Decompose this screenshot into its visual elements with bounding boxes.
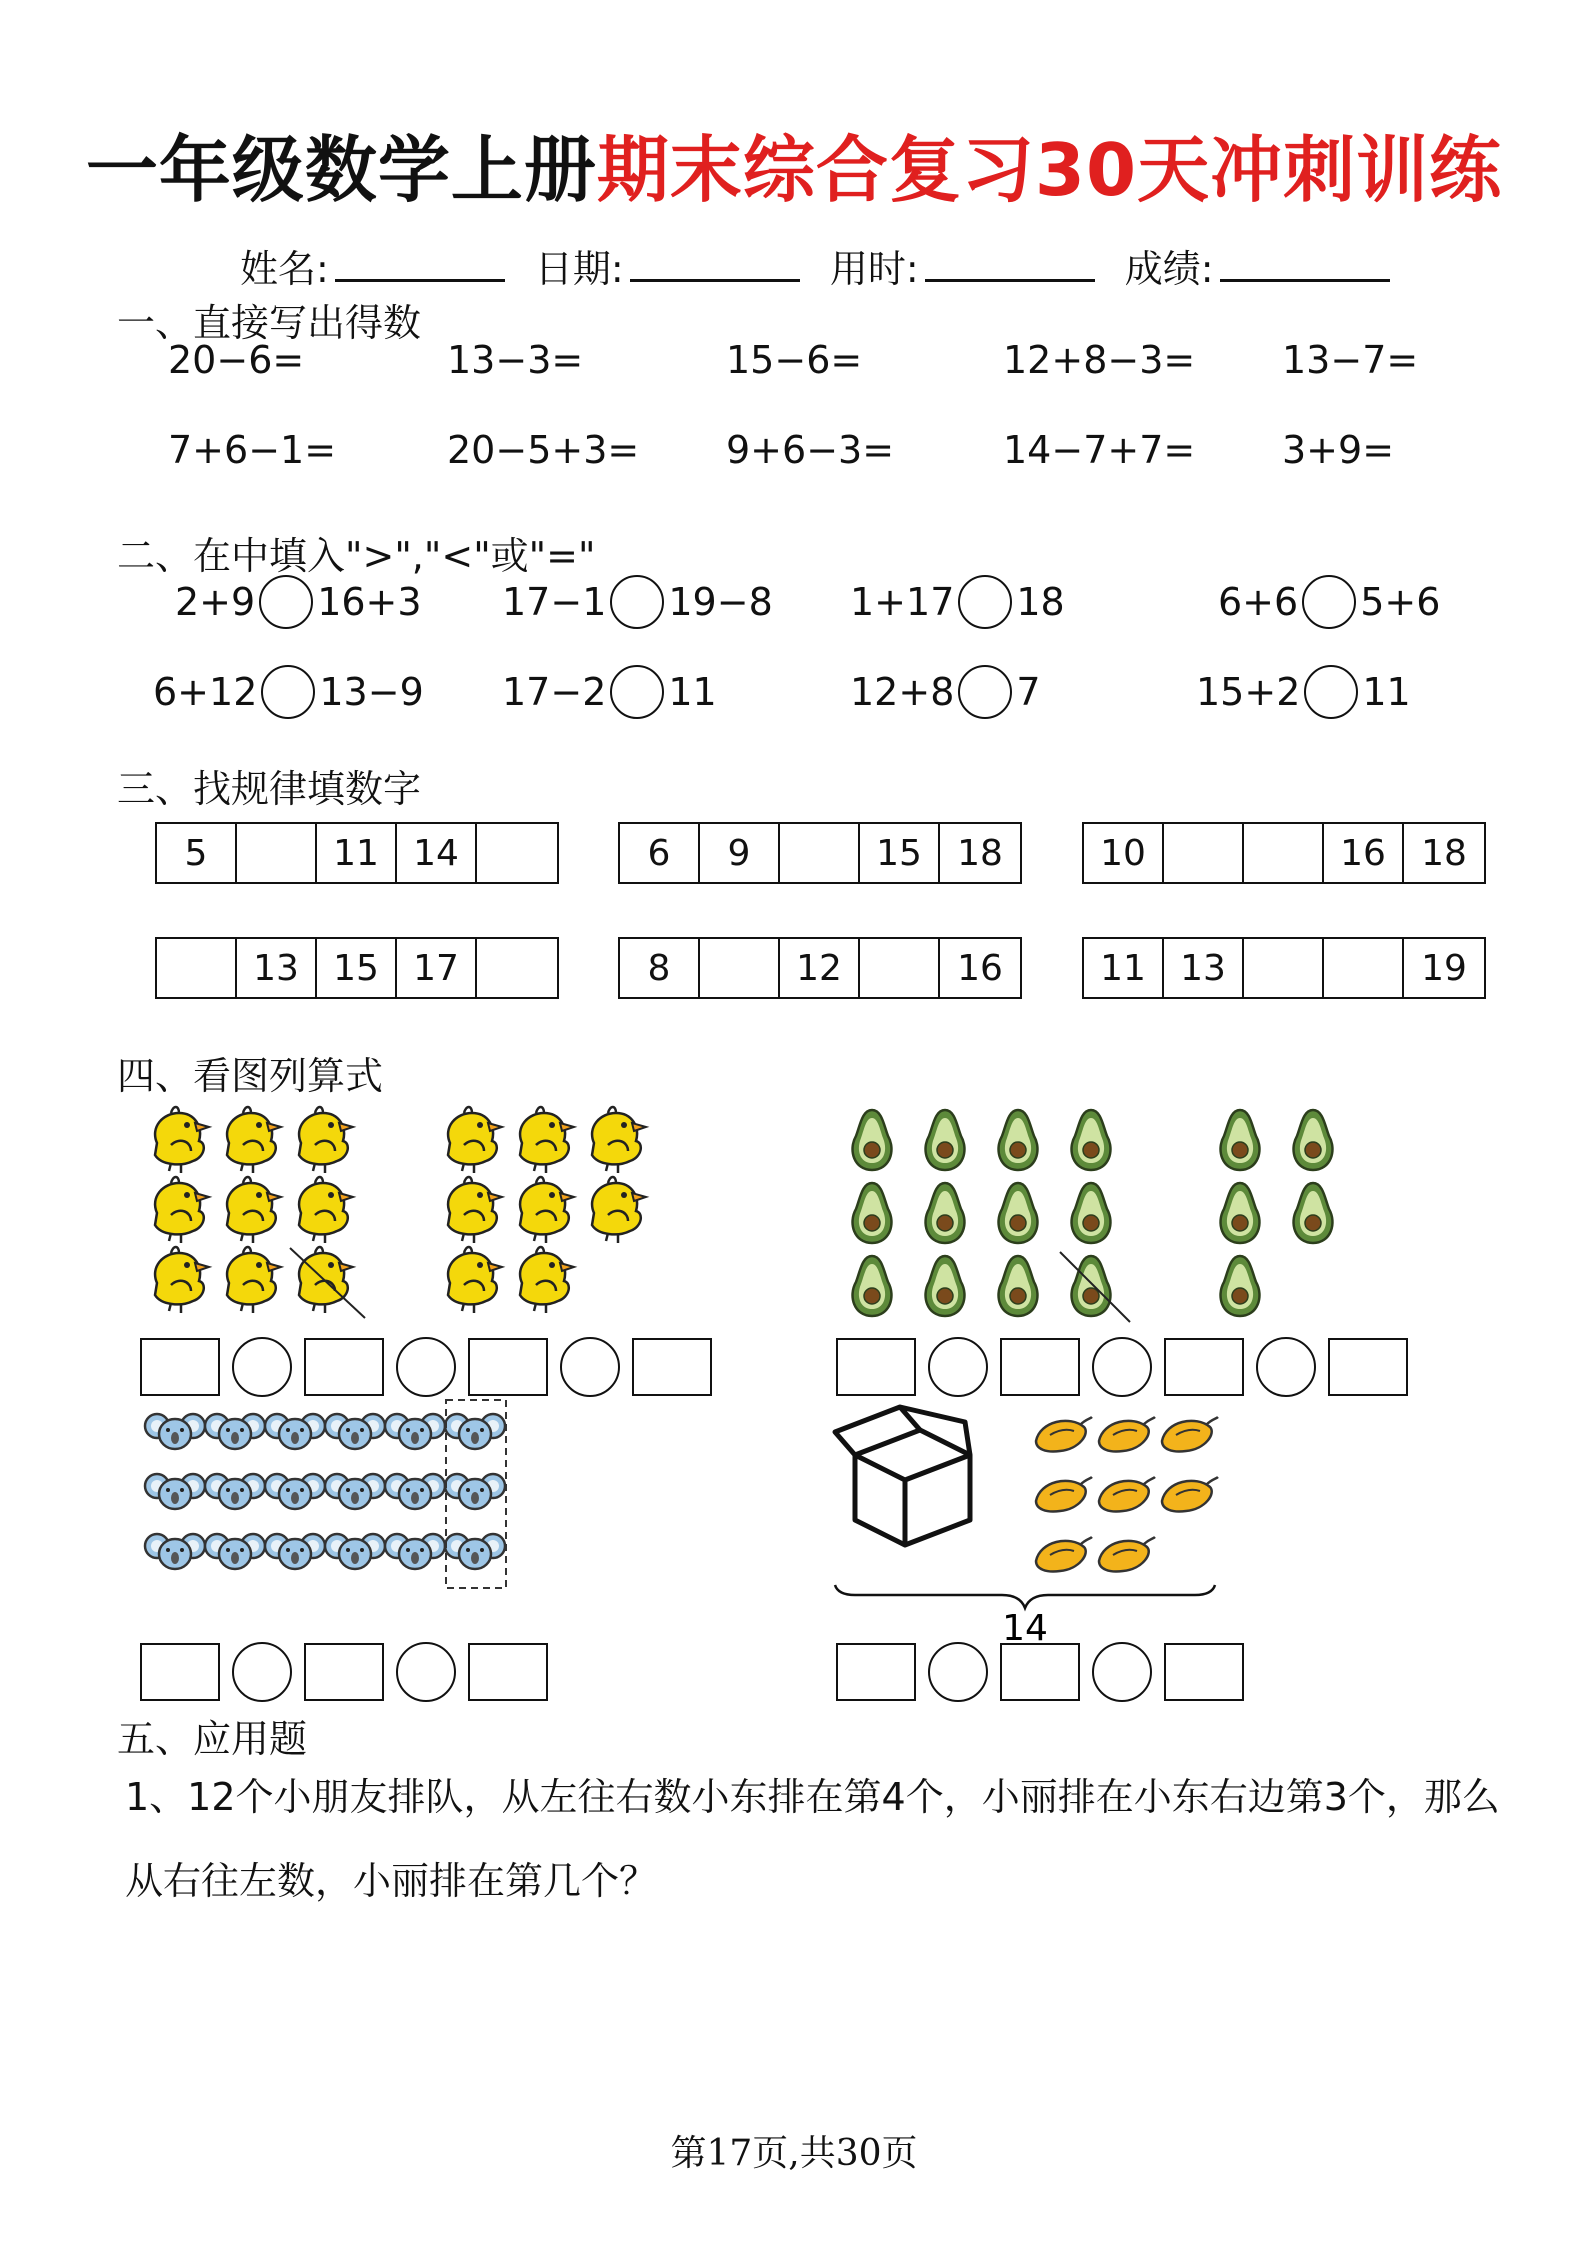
chick-icon <box>520 1107 574 1173</box>
compare-circle[interactable] <box>1304 665 1358 719</box>
koala-icon <box>145 1474 205 1509</box>
compare-left: 6+12 <box>153 670 258 714</box>
avocado-icon <box>1072 1183 1111 1243</box>
compare-item <box>850 665 1041 719</box>
koala-icon <box>325 1474 385 1509</box>
mango-icon <box>1036 1417 1092 1452</box>
compare-item <box>153 665 424 719</box>
compare-right: 7 <box>1016 670 1041 714</box>
date-label: 日期: <box>534 247 624 291</box>
koala-icon <box>145 1534 205 1569</box>
koala-icon <box>145 1414 205 1449</box>
section-2-heading: 二、在中填入">","<"或"=" <box>117 534 596 578</box>
sequence-cell[interactable]: 11 <box>317 824 397 882</box>
avocado-icon <box>999 1183 1038 1243</box>
compare-circle[interactable] <box>610 575 664 629</box>
avocado-icon <box>926 1110 965 1170</box>
box-icon <box>835 1407 970 1545</box>
chick-icon <box>299 1247 353 1313</box>
operator-circle[interactable] <box>928 1337 988 1397</box>
chick-icon <box>448 1247 502 1313</box>
sequence-cell[interactable]: 13 <box>1164 939 1244 997</box>
answer-square[interactable] <box>836 1643 916 1701</box>
time-blank[interactable] <box>925 249 1095 282</box>
chick-icon <box>227 1247 281 1313</box>
section-4-heading: 四、看图列算式 <box>117 1054 384 1098</box>
compare-right: 16+3 <box>317 580 422 624</box>
student-info-row <box>240 238 1408 293</box>
compare-right: 19−8 <box>668 580 773 624</box>
operator-circle[interactable] <box>396 1337 456 1397</box>
avocado-icon <box>1221 1256 1260 1316</box>
date-blank[interactable] <box>630 249 800 282</box>
sequence-cell[interactable]: 15 <box>317 939 397 997</box>
compare-right: 13−9 <box>319 670 424 714</box>
koala-icon <box>205 1534 265 1569</box>
section-3-heading: 三、找规律填数字 <box>117 767 422 811</box>
avocado-icon <box>999 1110 1038 1170</box>
avocado-icon <box>853 1110 892 1170</box>
koala-icon <box>265 1534 325 1569</box>
answer-row <box>836 1642 1244 1702</box>
compare-left: 15+2 <box>1196 670 1301 714</box>
operator-circle[interactable] <box>1256 1337 1316 1397</box>
koala-icon <box>385 1414 445 1449</box>
compare-left: 17−1 <box>502 580 607 624</box>
sequence-row <box>155 937 559 999</box>
sequence-cell[interactable] <box>1244 824 1324 882</box>
answer-square[interactable] <box>836 1338 916 1396</box>
arith-item: 13−7= <box>1282 338 1419 382</box>
answer-square[interactable] <box>468 1338 548 1396</box>
date-field[interactable] <box>535 238 800 293</box>
chick-icon <box>299 1177 353 1243</box>
compare-item <box>502 665 717 719</box>
avocado-icon <box>999 1256 1038 1316</box>
avocado-icon <box>1294 1183 1333 1243</box>
arith-item: 3+9= <box>1282 428 1395 472</box>
sequence-cell[interactable]: 11 <box>1084 939 1164 997</box>
avocado-icon <box>1072 1110 1111 1170</box>
compare-circle[interactable] <box>958 665 1012 719</box>
compare-right: 11 <box>668 670 717 714</box>
avocado-icon <box>1221 1183 1260 1243</box>
arith-item: 15−6= <box>726 338 863 382</box>
arith-item: 7+6−1= <box>168 428 337 472</box>
brace-total: 14 <box>1002 1608 1048 1649</box>
title-black: 一年级数学上册 <box>85 128 597 212</box>
mango-icon <box>1036 1537 1092 1572</box>
score-label: 成绩: <box>1124 247 1214 291</box>
compare-item <box>502 575 773 629</box>
avocado-icon <box>1072 1256 1111 1316</box>
koala-icon <box>385 1474 445 1509</box>
compare-item <box>850 575 1065 629</box>
compare-right: 18 <box>1016 580 1065 624</box>
mango-icon <box>1162 1417 1218 1452</box>
compare-left: 6+6 <box>1218 580 1299 624</box>
compare-left: 2+9 <box>175 580 256 624</box>
avocado-icon <box>1221 1110 1260 1170</box>
sequence-cell[interactable] <box>700 939 780 997</box>
score-blank[interactable] <box>1220 249 1390 282</box>
compare-circle[interactable] <box>610 665 664 719</box>
compare-right: 11 <box>1362 670 1411 714</box>
word-problem-1: 1、12个小朋友排队，从左往右数小东排在第4个，小丽排在小东右边第3个，那么从右往左数，小丽排在第几个？ <box>125 1775 1500 1903</box>
sequence-cell[interactable]: 17 <box>397 939 477 997</box>
operator-circle[interactable] <box>560 1337 620 1397</box>
sequence-cell[interactable] <box>780 824 860 882</box>
sequence-cell[interactable]: 19 <box>1421 947 1467 989</box>
avocado-icon <box>926 1183 965 1243</box>
chick-icon <box>227 1177 281 1243</box>
chick-icon <box>520 1177 574 1243</box>
answer-square[interactable] <box>304 1338 384 1396</box>
operator-circle[interactable] <box>396 1642 456 1702</box>
answer-square[interactable] <box>140 1643 220 1701</box>
name-label: 姓名: <box>240 247 329 291</box>
answer-row <box>140 1642 548 1702</box>
compare-circle[interactable] <box>958 575 1012 629</box>
name-field[interactable] <box>240 238 505 293</box>
sequence-cell[interactable] <box>237 824 317 882</box>
answer-row <box>836 1337 1408 1397</box>
avocado-icon <box>853 1256 892 1316</box>
picture-area <box>120 1080 1540 1720</box>
koala-icon <box>445 1474 505 1509</box>
chick-icon <box>227 1107 281 1173</box>
chick-icon <box>155 1177 209 1243</box>
sequence-cell[interactable]: 18 <box>1421 832 1467 874</box>
sequence-cell[interactable] <box>1244 939 1324 997</box>
time-field[interactable] <box>830 238 1095 293</box>
compare-circle[interactable] <box>261 665 315 719</box>
mango-icon <box>1099 1537 1155 1572</box>
page-title <box>0 112 1588 216</box>
chick-icon <box>592 1107 646 1173</box>
answer-row <box>140 1337 712 1397</box>
title-red: 期末综合复习30天冲刺训练 <box>596 128 1503 212</box>
compare-left: 12+8 <box>850 670 955 714</box>
avocado-icon <box>1294 1110 1333 1170</box>
compare-right: 5+6 <box>1360 580 1441 624</box>
sequence-cell[interactable]: 12 <box>780 939 860 997</box>
chick-icon <box>448 1107 502 1173</box>
name-blank[interactable] <box>335 249 505 282</box>
sequence-cell[interactable]: 16 <box>957 947 1003 989</box>
sequence-row <box>1082 937 1486 999</box>
arith-item: 20−6= <box>168 338 305 382</box>
answer-square[interactable] <box>1328 1338 1408 1396</box>
answer-square[interactable] <box>304 1643 384 1701</box>
sequence-cell[interactable]: 9 <box>700 824 780 882</box>
operator-circle[interactable] <box>232 1337 292 1397</box>
answer-square[interactable] <box>140 1338 220 1396</box>
koala-icon <box>325 1414 385 1449</box>
sequence-cell[interactable] <box>477 824 557 882</box>
sequence-cell[interactable]: 13 <box>237 939 317 997</box>
sequence-cell[interactable]: 16 <box>1324 824 1404 882</box>
koala-icon <box>205 1414 265 1449</box>
answer-square[interactable] <box>1000 1338 1080 1396</box>
arith-item: 20−5+3= <box>447 428 640 472</box>
chick-icon <box>155 1107 209 1173</box>
sequence-cell[interactable]: 15 <box>860 824 940 882</box>
sequence-row <box>618 937 1022 999</box>
compare-item <box>1218 575 1440 629</box>
operator-circle[interactable] <box>1092 1337 1152 1397</box>
answer-square[interactable] <box>1164 1338 1244 1396</box>
arith-item: 9+6−3= <box>726 428 895 472</box>
sequence-cell[interactable]: 5 <box>157 824 237 882</box>
chick-icon <box>520 1247 574 1313</box>
koala-icon <box>265 1474 325 1509</box>
time-label: 用时: <box>829 247 919 291</box>
sequence-cell[interactable] <box>157 939 237 997</box>
section-1-heading: 一、直接写出得数 <box>117 301 422 345</box>
answer-square[interactable] <box>468 1643 548 1701</box>
sequence-row <box>1082 822 1486 884</box>
sequence-row <box>155 822 559 884</box>
sequence-cell[interactable]: 6 <box>620 824 700 882</box>
sequence-cell[interactable]: 10 <box>1084 824 1164 882</box>
koala-icon <box>325 1534 385 1569</box>
answer-square[interactable] <box>632 1338 712 1396</box>
compare-item <box>1196 665 1411 719</box>
koala-icon <box>445 1414 505 1449</box>
score-field[interactable] <box>1125 238 1390 293</box>
operator-circle[interactable] <box>1092 1642 1152 1702</box>
arith-item: 12+8−3= <box>1003 338 1196 382</box>
sequence-row <box>618 822 1022 884</box>
chick-icon <box>592 1177 646 1243</box>
compare-circle[interactable] <box>259 575 313 629</box>
mango-icon <box>1099 1477 1155 1512</box>
page-footer: 第17页,共30页 <box>670 2133 918 2174</box>
section-5-heading: 五、应用题 <box>117 1717 308 1761</box>
koala-icon <box>205 1474 265 1509</box>
mango-icon <box>1099 1417 1155 1452</box>
compare-left: 17−2 <box>502 670 607 714</box>
compare-left: 1+17 <box>850 580 955 624</box>
compare-circle[interactable] <box>1302 575 1356 629</box>
sequence-cell[interactable]: 14 <box>397 824 477 882</box>
arith-item: 13−3= <box>447 338 584 382</box>
koala-icon <box>265 1414 325 1449</box>
sequence-cell[interactable] <box>1164 824 1244 882</box>
mango-icon <box>1036 1477 1092 1512</box>
avocado-icon <box>926 1256 965 1316</box>
operator-circle[interactable] <box>232 1642 292 1702</box>
mango-icon <box>1162 1477 1218 1512</box>
brace <box>835 1585 1215 1608</box>
arith-item: 14−7+7= <box>1003 428 1196 472</box>
sequence-cell[interactable] <box>477 939 557 997</box>
sequence-cell[interactable]: 8 <box>620 939 700 997</box>
koala-icon <box>385 1534 445 1569</box>
koala-icon <box>445 1534 505 1569</box>
sequence-cell[interactable]: 18 <box>957 832 1003 874</box>
answer-square[interactable] <box>1164 1643 1244 1701</box>
sequence-cell[interactable] <box>1324 939 1404 997</box>
answer-square[interactable] <box>1000 1643 1080 1701</box>
sequence-cell[interactable] <box>860 939 940 997</box>
compare-item <box>175 575 422 629</box>
avocado-icon <box>853 1183 892 1243</box>
chick-icon <box>155 1247 209 1313</box>
chick-icon <box>448 1177 502 1243</box>
operator-circle[interactable] <box>928 1642 988 1702</box>
chick-icon <box>299 1107 353 1173</box>
